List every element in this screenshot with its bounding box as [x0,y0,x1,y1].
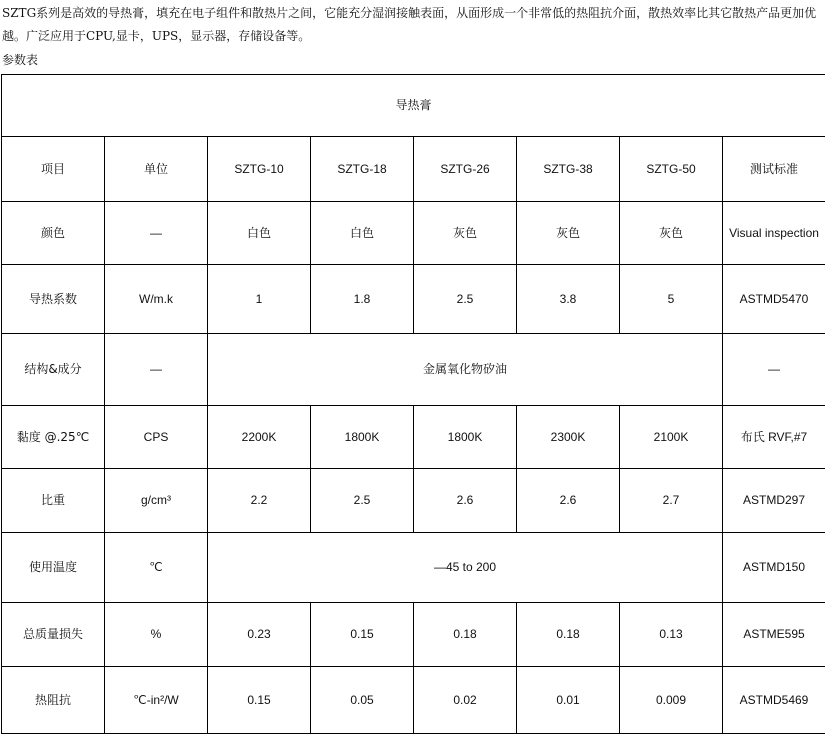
row-value-sztg-18: 1800K [311,406,414,469]
table-row-color [2,202,825,265]
row-value-sztg-18: 1.8 [311,265,414,334]
table-row-thermal-impedance [2,667,825,734]
header-sztg-50: SZTG-50 [620,137,723,202]
row-unit: ℃ [105,533,208,603]
row-item: 导热系数 [2,265,105,334]
row-value-sztg-38: 灰色 [517,202,620,265]
table-title-row [2,75,825,137]
row-value-sztg-50: 灰色 [620,202,723,265]
row-value-sztg-26: 1800K [414,406,517,469]
row-standard: ASTMD150 [723,533,825,603]
table-header-row [2,137,825,202]
row-value-sztg-10: 0.15 [208,667,311,734]
header-sztg-38: SZTG-38 [517,137,620,202]
row-value-sztg-38: 2.6 [517,469,620,533]
row-unit: g/cm³ [105,469,208,533]
row-value-sztg-26: 灰色 [414,202,517,265]
row-value-sztg-26: 2.5 [414,265,517,334]
row-standard: ASTMD297 [723,469,825,533]
row-unit: CPS [105,406,208,469]
row-value-sztg-18: 白色 [311,202,414,265]
header-unit: 单位 [105,137,208,202]
table-caption: 参数表 [2,53,39,67]
row-value-sztg-38: 2300K [517,406,620,469]
row-value-sztg-38: 0.18 [517,603,620,667]
row-value-sztg-10: 2.2 [208,469,311,533]
row-value-sztg-50: 5 [620,265,723,334]
row-value-sztg-10: 0.23 [208,603,311,667]
row-value-sztg-50: 2100K [620,406,723,469]
row-unit: — [105,334,208,406]
row-value-sztg-38: 3.8 [517,265,620,334]
header-sztg-18: SZTG-18 [311,137,414,202]
intro-paragraph: SZTG系列是高效的导热膏，填充在电子组件和散热片之间，它能充分湿润接触表面，从面形成一个非常低的热阻抗介面，散热效率比其它散热产品更加优越。广泛应用于CPU,显卡，UPS，显示器，存储设备等。 [2,6,817,43]
row-merged-value: —45 to 200 [208,533,723,603]
table-title: 导热膏 [2,75,825,137]
row-standard: — [723,334,825,406]
row-value-sztg-26: 0.02 [414,667,517,734]
header-standard: 测试标准 [723,137,825,202]
row-unit: W/m.k [105,265,208,334]
row-value-sztg-50: 0.13 [620,603,723,667]
row-value-sztg-26: 0.18 [414,603,517,667]
parameter-table [1,74,825,734]
row-item: 使用温度 [2,533,105,603]
header-item: 项目 [2,137,105,202]
table-row-total-mass-loss [2,603,825,667]
table-row-operating-temperature [2,533,825,603]
row-standard: 布氏 RVF,#7 [723,406,825,469]
row-value-sztg-50: 2.7 [620,469,723,533]
row-merged-value: 金属氧化物矽油 [208,334,723,406]
row-standard: ASTMD5470 [723,265,825,334]
row-value-sztg-10: 白色 [208,202,311,265]
row-item: 热阻抗 [2,667,105,734]
row-item: 颜色 [2,202,105,265]
row-standard: Visual inspection [723,202,825,265]
row-item: 结构&成分 [2,334,105,406]
row-item: 比重 [2,469,105,533]
row-unit: ℃-in²/W [105,667,208,734]
row-value-sztg-10: 2200K [208,406,311,469]
row-value-sztg-38: 0.01 [517,667,620,734]
row-item: 总质量损失 [2,603,105,667]
row-value-sztg-10: 1 [208,265,311,334]
row-item: 黏度 @.25℃ [2,406,105,469]
row-value-sztg-50: 0.009 [620,667,723,734]
table-row-specific-gravity [2,469,825,533]
table-row-composition [2,334,825,406]
table-row-thermal-conductivity [2,265,825,334]
row-standard: ASTMD5469 [723,667,825,734]
table-row-viscosity [2,406,825,469]
row-unit: % [105,603,208,667]
row-standard: ASTME595 [723,603,825,667]
row-value-sztg-18: 2.5 [311,469,414,533]
header-sztg-10: SZTG-10 [208,137,311,202]
row-value-sztg-18: 0.05 [311,667,414,734]
row-unit: — [105,202,208,265]
row-value-sztg-18: 0.15 [311,603,414,667]
row-value-sztg-26: 2.6 [414,469,517,533]
header-sztg-26: SZTG-26 [414,137,517,202]
